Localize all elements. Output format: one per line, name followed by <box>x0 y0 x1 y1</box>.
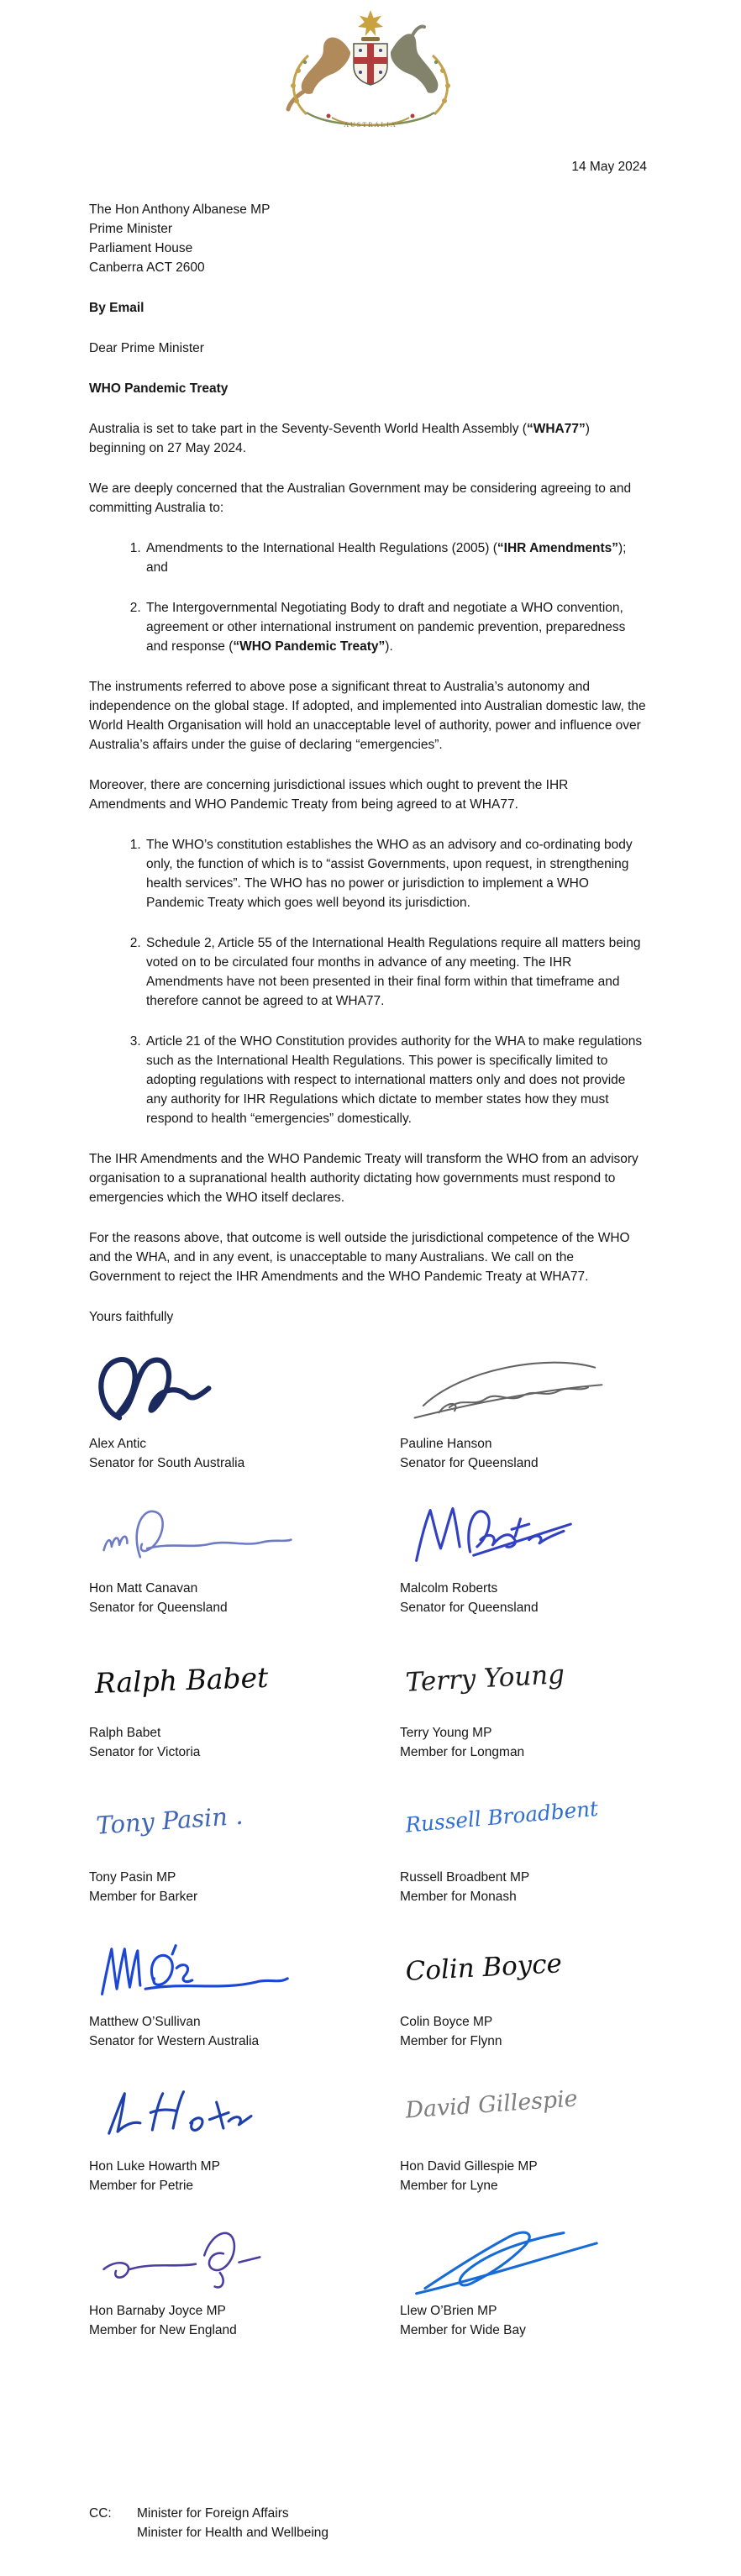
signatory-name: Pauline Hanson <box>400 1437 492 1451</box>
paragraph: For the reasons above, that outcome is well outside the jurisdictional competence of the WHO and the WHA, and in any event, is unacceptable to many Australians. We call on the Government to reject the IHR Amendments and the WHO Pandemic Treaty at WHA77. <box>89 1231 630 1284</box>
signature-tony-pasin <box>89 1784 307 1866</box>
signatory-block <box>89 1495 400 1617</box>
signatory-block <box>400 1350 622 1473</box>
signatory-block <box>89 1639 400 1762</box>
signature-pauline-hanson <box>400 1350 618 1433</box>
signatory-title: Senator for South Australia <box>89 1456 245 1470</box>
svg-text:Russell Broadbent: Russell Broadbent <box>404 1795 600 1837</box>
list-item: 3. Article 21 of the WHO Constitution provides authority for the WHA to make regulations such as the International Health Regulations. This power is specifically limited to adopting regulations with respect to international matters only and does not provide any authority for IHR Regulations which dictate to member states how they must respond to health “emergencies” domestically. <box>145 1032 647 1128</box>
signatory-title: Member for Lyne <box>400 2179 498 2193</box>
signatory-block <box>400 1495 622 1617</box>
star-icon <box>358 10 383 36</box>
signature-david-gillespie <box>400 2073 618 2155</box>
signatory-name: Tony Pasin MP <box>89 1870 176 1885</box>
paragraph: The instruments referred to above pose a significant threat to Australia’s autonomy and independence on the global stage. If adopted, and implemented into Australian domestic law, the World Health Organisation will hold an unacceptable level of authority, power and influence over Australia’s affairs under the guise of declaring “emergencies”. <box>89 680 646 752</box>
recipient-address <box>89 200 647 277</box>
signature-terry-young <box>400 1639 618 1722</box>
emu-icon <box>391 34 438 93</box>
signature-alex-antic <box>89 1350 307 1433</box>
signatory-block <box>400 2217 622 2340</box>
signatory-title: Member for Longman <box>400 1745 525 1759</box>
signatory-title: Senator for Western Australia <box>89 2034 260 2048</box>
svg-text:David Gillespie: David Gillespie <box>404 2085 579 2124</box>
signature-russell-broadbent <box>400 1784 618 1866</box>
signature-ralph-babet <box>89 1639 307 1722</box>
signatory-title: Senator for Queensland <box>400 1456 539 1470</box>
signatory-block <box>400 1928 622 2051</box>
signatory-name: Colin Boyce MP <box>400 2015 493 2029</box>
signatory-block <box>89 1928 400 2051</box>
signatory-name: Alex Antic <box>89 1437 147 1451</box>
signatory-title: Senator for Queensland <box>400 1601 539 1615</box>
signatory-title: Member for Wide Bay <box>400 2323 526 2337</box>
recipient-line: Prime Minister <box>89 222 173 236</box>
signatory-block <box>400 2073 622 2195</box>
cc-line: Minister for Health and Wellbeing <box>137 2526 329 2540</box>
closing: Yours faithfully <box>89 1310 174 1324</box>
signature-matt-canavan <box>89 1495 307 1577</box>
recipient-line: Parliament House <box>89 241 193 255</box>
list-item: 2. The Intergovernmental Negotiating Body to draft and negotiate a WHO convention, agreement or other international instrument on pandemic prevention, preparedness and response (“WHO Pandemic Treaty”). <box>145 598 647 656</box>
signatory-block <box>89 1784 400 1906</box>
signatory-title: Senator for Victoria <box>89 1745 201 1759</box>
signatory-title: Senator for Queensland <box>89 1601 228 1615</box>
signatory-title: Member for Barker <box>89 1890 198 1904</box>
cc-block <box>89 2504 328 2542</box>
paragraph: Australia is set to take part in the Seventy-Seventh World Health Assembly (“WHA77”) beginning on 27 May 2024. <box>89 422 590 455</box>
signatory-name: Llew O’Brien MP <box>400 2304 497 2318</box>
signature-luke-howarth <box>89 2073 307 2155</box>
signatory-name: Hon Barnaby Joyce MP <box>89 2304 226 2318</box>
letter-date: 14 May 2024 <box>571 160 647 174</box>
svg-text:Terry Young: Terry Young <box>404 1659 565 1698</box>
australian-coat-of-arms-icon <box>280 7 461 139</box>
signatory-name: Matthew O’Sullivan <box>89 2015 201 2029</box>
signatory-title: Member for Flynn <box>400 2034 502 2048</box>
signatory-name: Hon Luke Howarth MP <box>89 2159 220 2174</box>
signatory-name: Russell Broadbent MP <box>400 1870 530 1885</box>
signatory-name: Hon David Gillespie MP <box>400 2159 538 2174</box>
list-item: 2. Schedule 2, Article 55 of the International Health Regulations require all matters being voted on to be circulated four months in advance of any meeting. The IHR Amendments have not been presented in their final form within that timeframe and therefore cannot be agreed to at WHA77. <box>145 933 647 1011</box>
signatory-title: Member for New England <box>89 2323 237 2337</box>
signatory-block <box>89 1350 400 1473</box>
recipient-line: Canberra ACT 2600 <box>89 260 205 275</box>
cc-line: Minister for Foreign Affairs <box>137 2506 289 2521</box>
list-item: 1. Amendments to the International Health Regulations (2005) (“IHR Amendments”); and <box>145 539 647 577</box>
signatory-block <box>89 2073 400 2195</box>
salutation: Dear Prime Minister <box>89 341 204 355</box>
cc-recipients <box>137 2504 328 2542</box>
kangaroo-icon <box>302 37 350 93</box>
cc-label: CC: <box>89 2506 112 2521</box>
signatory-name: Ralph Babet <box>89 1726 161 1740</box>
signatory-name: Hon Matt Canavan <box>89 1581 198 1596</box>
signature-llew-obrien <box>400 2217 618 2300</box>
paragraph: We are deeply concerned that the Australian Government may be considering agreeing to and committing Australia to: <box>89 481 632 515</box>
signatory-name: Malcolm Roberts <box>400 1581 498 1596</box>
signatory-block <box>400 1639 622 1762</box>
signature-grid <box>89 1350 647 2340</box>
svg-text:Ralph Babet: Ralph Babet <box>94 1660 269 1700</box>
delivery-method: By Email <box>89 301 145 315</box>
paragraph: Moreover, there are concerning jurisdictional issues which ought to prevent the IHR Amendments and WHO Pandemic Treaty from being agreed to at WHA77. <box>89 778 569 812</box>
signatory-block <box>400 1784 622 1906</box>
signatory-block <box>89 2217 400 2340</box>
commitments-list <box>89 539 647 656</box>
paragraph: The IHR Amendments and the WHO Pandemic Treaty will transform the WHO from an advisory organisation to a supranational health authority dictating how governments must respond to emergencies which the WHO itself declares. <box>89 1152 639 1205</box>
banner-text: AUSTRALIA <box>344 121 397 129</box>
svg-text:Colin Boyce: Colin Boyce <box>404 1948 563 1987</box>
signatory-title: Member for Petrie <box>89 2179 194 2193</box>
letterhead <box>0 0 741 145</box>
signature-barnaby-joyce <box>89 2217 307 2300</box>
recipient-line: The Hon Anthony Albanese MP <box>89 202 271 217</box>
signature-malcolm-roberts <box>400 1495 618 1577</box>
signatory-title: Member for Monash <box>400 1890 517 1904</box>
letter-body <box>0 157 741 2340</box>
subject-line: WHO Pandemic Treaty <box>89 381 229 396</box>
signature-colin-boyce <box>400 1928 618 2011</box>
svg-text:Tony Pasin .: Tony Pasin . <box>95 1801 244 1840</box>
jurisdictional-issues-list <box>89 835 647 1128</box>
list-item: 1. The WHO’s constitution establishes the WHO as an advisory and co-ordinating body only, the function of which is to “assist Governments, upon request, in strengthening health services”. The WHO has no power or jurisdiction to implement a WHO Pandemic Treaty which goes well beyond its jurisdiction. <box>145 835 647 912</box>
signature-matthew-osullivan <box>89 1928 307 2011</box>
signatory-name: Terry Young MP <box>400 1726 492 1740</box>
